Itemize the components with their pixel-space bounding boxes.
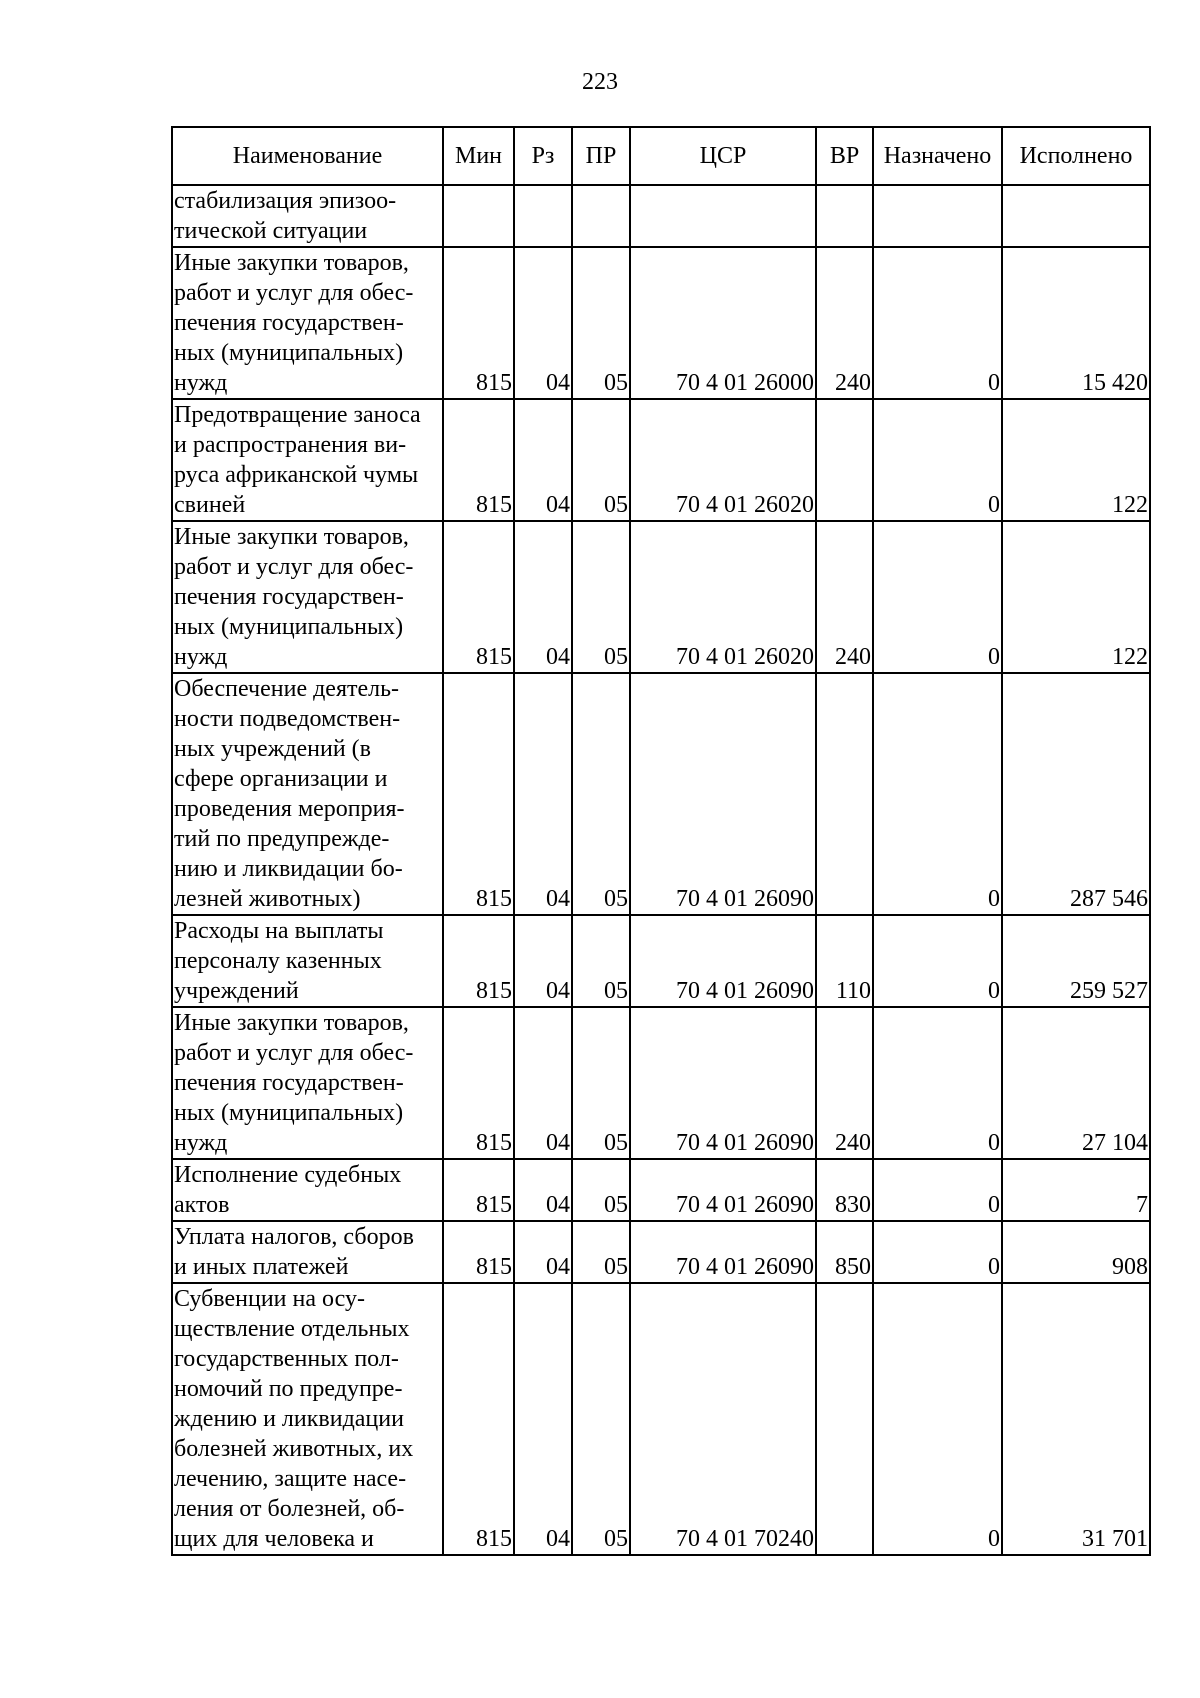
cell-csr: 70 4 01 26090 xyxy=(630,1159,816,1221)
cell-min xyxy=(443,185,514,247)
cell-pr: 05 xyxy=(572,1283,630,1555)
cell-assigned: 0 xyxy=(873,399,1002,521)
cell-assigned: 0 xyxy=(873,673,1002,915)
cell-name: Субвенции на осу- ществление отдельных государственных пол- номочий по предупре- ждению и ликвидации болезней животных, их лечению, защите насе- ления от болезней, об- щих для человека и xyxy=(172,1283,443,1555)
cell-pr: 05 xyxy=(572,673,630,915)
cell-executed xyxy=(1002,185,1150,247)
header-min: Мин xyxy=(443,127,514,185)
budget-table xyxy=(171,126,1151,1556)
cell-vr xyxy=(816,1283,873,1555)
cell-rz: 04 xyxy=(514,1283,572,1555)
table-row xyxy=(172,521,1150,673)
cell-min: 815 xyxy=(443,521,514,673)
cell-name: Обеспечение деятель- ности подведомствен- ных учреждений (в сфере организации и проведения мероприя- тий по предупрежде- нию и ликвидации бо- лезней животных) xyxy=(172,673,443,915)
cell-rz: 04 xyxy=(514,1159,572,1221)
table-row xyxy=(172,185,1150,247)
cell-rz xyxy=(514,185,572,247)
table-row xyxy=(172,399,1150,521)
cell-executed: 27 104 xyxy=(1002,1007,1150,1159)
table-row xyxy=(172,1007,1150,1159)
cell-executed: 15 420 xyxy=(1002,247,1150,399)
cell-vr: 830 xyxy=(816,1159,873,1221)
cell-assigned: 0 xyxy=(873,521,1002,673)
cell-executed: 259 527 xyxy=(1002,915,1150,1007)
cell-assigned: 0 xyxy=(873,247,1002,399)
cell-rz: 04 xyxy=(514,399,572,521)
header-pr: ПР xyxy=(572,127,630,185)
cell-rz: 04 xyxy=(514,1221,572,1283)
cell-min: 815 xyxy=(443,1159,514,1221)
cell-csr: 70 4 01 26000 xyxy=(630,247,816,399)
cell-name: стабилизация эпизоо- тической ситуации xyxy=(172,185,443,247)
header-name: Наименование xyxy=(172,127,443,185)
cell-csr: 70 4 01 26090 xyxy=(630,673,816,915)
table-row xyxy=(172,1159,1150,1221)
cell-assigned: 0 xyxy=(873,1007,1002,1159)
cell-vr: 240 xyxy=(816,521,873,673)
cell-vr xyxy=(816,673,873,915)
cell-rz: 04 xyxy=(514,1007,572,1159)
cell-min: 815 xyxy=(443,399,514,521)
cell-name: Расходы на выплаты персоналу казенных учреждений xyxy=(172,915,443,1007)
cell-csr: 70 4 01 26020 xyxy=(630,399,816,521)
cell-name: Иные закупки товаров, работ и услуг для обес- печения государствен- ных (муниципальных) нужд xyxy=(172,521,443,673)
cell-assigned: 0 xyxy=(873,1159,1002,1221)
cell-pr: 05 xyxy=(572,247,630,399)
cell-vr: 850 xyxy=(816,1221,873,1283)
cell-pr: 05 xyxy=(572,1007,630,1159)
cell-csr xyxy=(630,185,816,247)
cell-pr: 05 xyxy=(572,1159,630,1221)
cell-executed: 7 xyxy=(1002,1159,1150,1221)
cell-csr: 70 4 01 26090 xyxy=(630,915,816,1007)
cell-pr: 05 xyxy=(572,1221,630,1283)
header-executed: Исполнено xyxy=(1002,127,1150,185)
cell-assigned: 0 xyxy=(873,915,1002,1007)
cell-executed: 31 701 xyxy=(1002,1283,1150,1555)
cell-assigned: 0 xyxy=(873,1221,1002,1283)
cell-name: Исполнение судебных актов xyxy=(172,1159,443,1221)
cell-executed: 122 xyxy=(1002,399,1150,521)
table-header-row xyxy=(172,127,1150,185)
cell-rz: 04 xyxy=(514,521,572,673)
cell-min: 815 xyxy=(443,1007,514,1159)
table-row xyxy=(172,1283,1150,1555)
cell-csr: 70 4 01 26090 xyxy=(630,1007,816,1159)
cell-min: 815 xyxy=(443,1283,514,1555)
cell-pr xyxy=(572,185,630,247)
table-row xyxy=(172,915,1150,1007)
cell-csr: 70 4 01 26090 xyxy=(630,1221,816,1283)
cell-assigned xyxy=(873,185,1002,247)
cell-csr: 70 4 01 70240 xyxy=(630,1283,816,1555)
cell-name: Иные закупки товаров, работ и услуг для обес- печения государствен- ных (муниципальных) нужд xyxy=(172,247,443,399)
cell-assigned: 0 xyxy=(873,1283,1002,1555)
header-vr: ВР xyxy=(816,127,873,185)
cell-pr: 05 xyxy=(572,521,630,673)
cell-executed: 908 xyxy=(1002,1221,1150,1283)
cell-rz: 04 xyxy=(514,673,572,915)
cell-name: Предотвращение заноса и распространения ви- руса африканской чумы свиней xyxy=(172,399,443,521)
cell-rz: 04 xyxy=(514,247,572,399)
cell-name: Иные закупки товаров, работ и услуг для обес- печения государствен- ных (муниципальных) нужд xyxy=(172,1007,443,1159)
cell-vr xyxy=(816,185,873,247)
page-number: 223 xyxy=(582,69,618,95)
table-row xyxy=(172,673,1150,915)
cell-pr: 05 xyxy=(572,399,630,521)
cell-executed: 287 546 xyxy=(1002,673,1150,915)
cell-csr: 70 4 01 26020 xyxy=(630,521,816,673)
cell-executed: 122 xyxy=(1002,521,1150,673)
header-assigned: Назначено xyxy=(873,127,1002,185)
cell-vr xyxy=(816,399,873,521)
cell-pr: 05 xyxy=(572,915,630,1007)
cell-vr: 240 xyxy=(816,1007,873,1159)
table-body xyxy=(172,185,1150,1555)
cell-rz: 04 xyxy=(514,915,572,1007)
cell-min: 815 xyxy=(443,247,514,399)
cell-vr: 110 xyxy=(816,915,873,1007)
header-rz: Рз xyxy=(514,127,572,185)
table-row xyxy=(172,247,1150,399)
cell-min: 815 xyxy=(443,1221,514,1283)
cell-min: 815 xyxy=(443,673,514,915)
cell-vr: 240 xyxy=(816,247,873,399)
table-row xyxy=(172,1221,1150,1283)
header-csr: ЦСР xyxy=(630,127,816,185)
cell-min: 815 xyxy=(443,915,514,1007)
cell-name: Уплата налогов, сборов и иных платежей xyxy=(172,1221,443,1283)
